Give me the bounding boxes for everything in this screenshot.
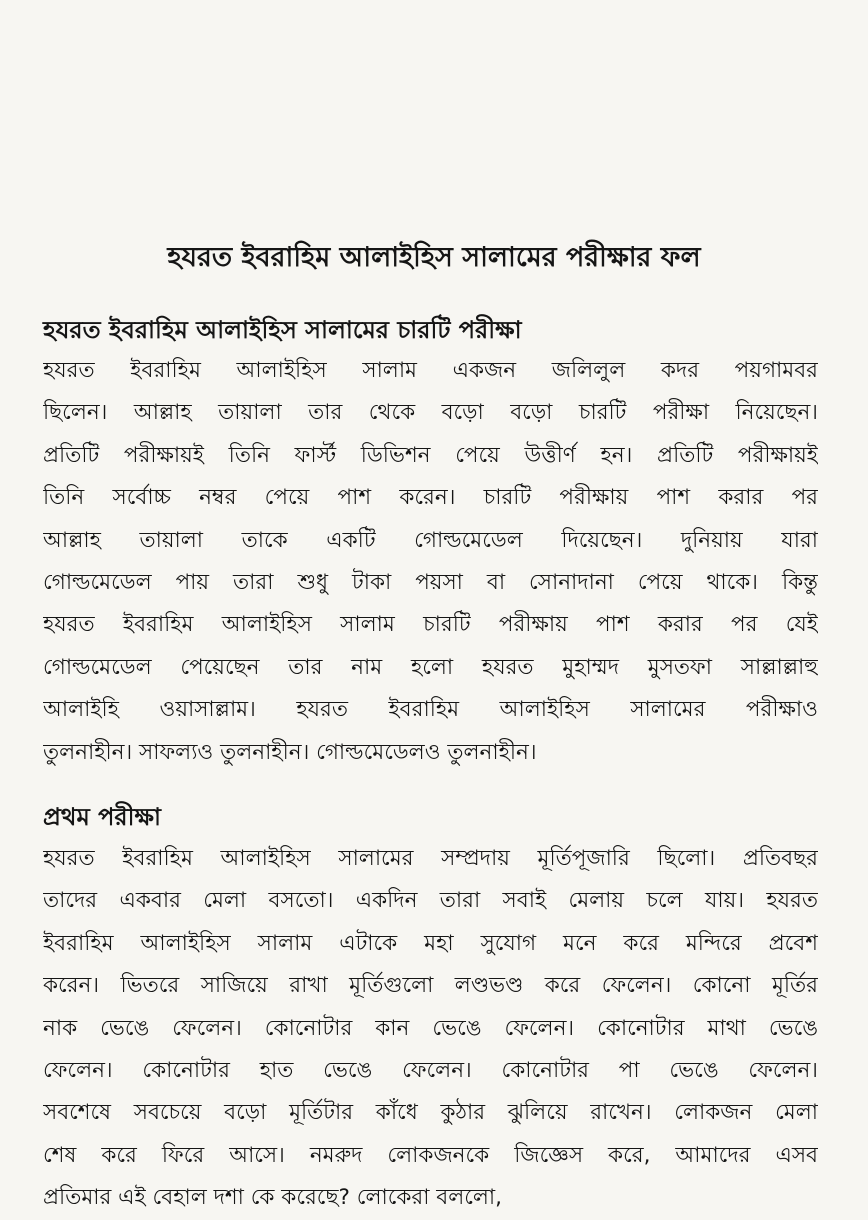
page-title: হযরত ইবরাহিম আলাইহিস সালামের পরীক্ষার ফল — [167, 242, 701, 273]
paragraph-four-tests — [43, 350, 818, 774]
text-line: ছিলেন। আল্লাহ তায়ালা তার থেকে বড়ো বড়ো চারটি পরীক্ষা নিয়েছেন। — [43, 400, 818, 426]
text-line: প্রতিমার এই বেহাল দশা কে করেছে? লোকেরা বললো, — [43, 1185, 502, 1211]
text-line: সবশেষে সবচেয়ে বড়ো মূর্তিটার কাঁধে কুঠার ঝুলিয়ে রাখেন। লোকজন মেলা — [43, 1100, 818, 1126]
text-line: নাক ভেঙে ফেলেন। কোনোটার কান ভেঙে ফেলেন। কোনোটার মাথা ভেঙে — [43, 1015, 818, 1041]
text-line: হযরত ইবরাহিম আলাইহিস সালামের সম্প্রদায় মূর্তিপূজারি ছিলো। প্রতিবছর — [43, 846, 818, 871]
text-line: শেষ করে ফিরে আসে। নমরুদ লোকজনকে জিজ্ঞেস করে, আমাদের এসব — [43, 1142, 818, 1168]
text-line: তিনি সর্বোচ্চ নম্বর পেয়ে পাশ করেন। চারটি পরীক্ষায় পাশ করার পর — [43, 485, 818, 511]
text-line: করেন। ভিতরে সাজিয়ে রাখা মূর্তিগুলো লণ্ডভণ্ড করে ফেলেন। কোনো মূর্তির — [43, 973, 818, 999]
text-line: গোল্ডমেডেল পেয়েছেন তার নাম হলো হযরত মুহাম্মদ মুসতফা সাল্লাল্লাহু — [43, 654, 818, 680]
text-line: প্রতিটি পরীক্ষায়ই তিনি ফার্স্ট ডিভিশন পেয়ে উত্তীর্ণ হন। প্রতিটি পরীক্ষায়ই — [43, 442, 818, 468]
text-line: তাদের একবার মেলা বসতো। একদিন তারা সবাই মেলায় চলে যায়। হযরত — [43, 888, 818, 914]
text-line: আলাইহি ওয়াসাল্লাম। হযরত ইবরাহিম আলাইহিস সালামের পরীক্ষাও — [43, 697, 818, 723]
text-line: আল্লাহ তায়ালা তাকে একটি গোল্ডমেডেল দিয়েছেন। দুনিয়ায় যারা — [43, 527, 818, 553]
text-line: হযরত ইবরাহিম আলাইহিস সালাম চারটি পরীক্ষায় পাশ করার পর যেই — [43, 612, 818, 638]
text-line: তুলনাহীন। সাফল্যও তুলনাহীন। গোল্ডমেডেলও তুলনাহীন। — [43, 739, 537, 765]
section-heading-first-test: প্রথম পরীক্ষা — [43, 803, 161, 831]
text-line: হযরত ইবরাহিম আলাইহিস সালাম একজন জলিলুল কদর পয়গামবর — [43, 358, 818, 383]
text-line: গোল্ডমেডেল পায় তারা শুধু টাকা পয়সা বা সোনাদানা পেয়ে থাকে। কিন্তু — [43, 569, 818, 595]
text-line: ফেলেন। কোনোটার হাত ভেঙে ফেলেন। কোনোটার পা ভেঙে ফেলেন। — [43, 1057, 818, 1083]
paragraph-first-test — [43, 838, 818, 1220]
text-line: ইবরাহিম আলাইহিস সালাম এটাকে মহা সুযোগ মনে করে মন্দিরে প্রবেশ — [43, 930, 818, 956]
section-heading-four-tests: হযরত ইবরাহিম আলাইহিস সালামের চারটি পরীক্ষা — [43, 316, 522, 344]
